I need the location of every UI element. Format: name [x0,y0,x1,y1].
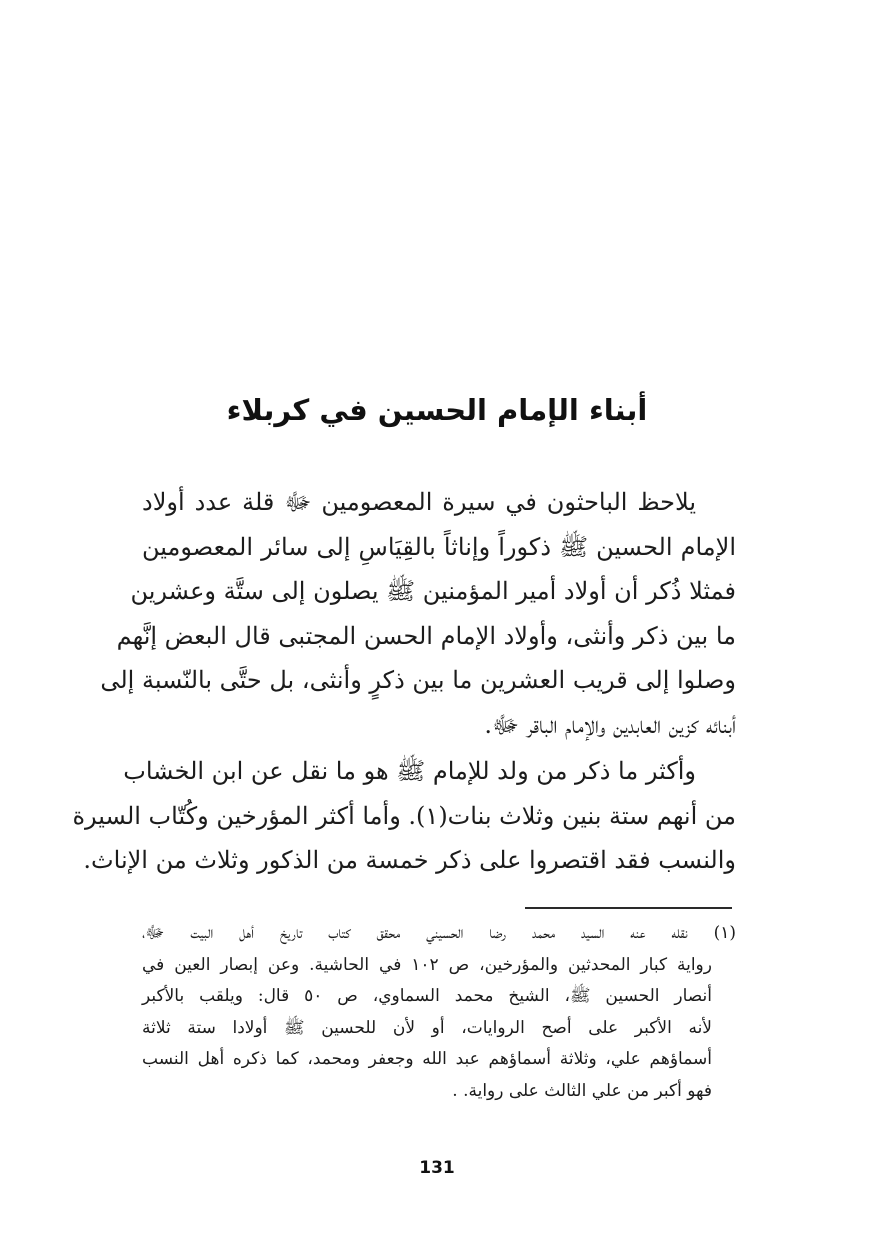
text-line: ما بين ذكر وأنثى، وأولاد الإمام الحسن المجتبى قال البعض إنَّهم [116,621,736,650]
paragraph-1 [100,480,736,747]
footnote-line: فهو أكبر من علي الثالث على رواية. . [452,1080,712,1101]
text-line: أبنائه كزين العابدين والإمام الباقر ﷻ. [484,710,736,739]
text-line: والنسب فقد اقتصروا على ذكر خمسة من الذكور وثلاث من الإناث. [83,846,736,874]
footnote-1 [142,918,736,1107]
text-line: الإمام الحسين ﷺ ذكوراً وإناثاً بالقِيَاسِ إلى سائر المعصومين [142,532,736,561]
text-line: فمثلا ذُكر أن أولاد أمير المؤمنين ﷺ يصلون إلى ستَّة وعشرين [130,577,736,605]
text-line: يلاحظ الباحثون في سيرة المعصومين ﷻ قلة عدد أولاد [142,488,696,516]
text-line: وأكثر ما ذكر من ولد للإمام ﷺ هو ما نقل عن ابن الخشاب [123,757,696,785]
footnote-separator [525,907,732,909]
chapter-title: أبناء الإمام الحسين في كربلاء [226,393,648,427]
paragraph-2 [72,749,736,883]
text-line: وصلوا إلى قريب العشرين ما بين ذكرٍ وأنثى، بل حتَّى بالنّسبة إلى [100,666,736,694]
footnote-line: لأنه الأكبر على أصح الروايات، أو لأن للحسين ﷺ أولادا ستة ثلاثة [142,1017,712,1038]
footnote-line: رواية كبار المحدثين والمؤرخين، ص ١٠٢ في الحاشية. وعن إبصار العين في [142,954,712,975]
footnote-line: (١) نقله عنه السيد محمد رضا الحسيني محقق كتاب تاريخ أهل البيت ﷻ، [142,923,736,943]
footnote-line: أسماؤهم علي، وثلاثة أسماؤهم عبد الله وجعفر ومحمد، كما ذكره أهل النسب [142,1049,712,1069]
footnote-line: أنصار الحسين ﷺ، الشيخ محمد السماوي، ص ٥٠ قال: ويلقب بالأكبر [142,986,713,1006]
page-number: 131 [419,1158,455,1178]
text-line: من أنهم ستة بنين وثلاث بنات(١). وأما أكثر المؤرخين وكُتّاب السيرة [72,801,736,830]
